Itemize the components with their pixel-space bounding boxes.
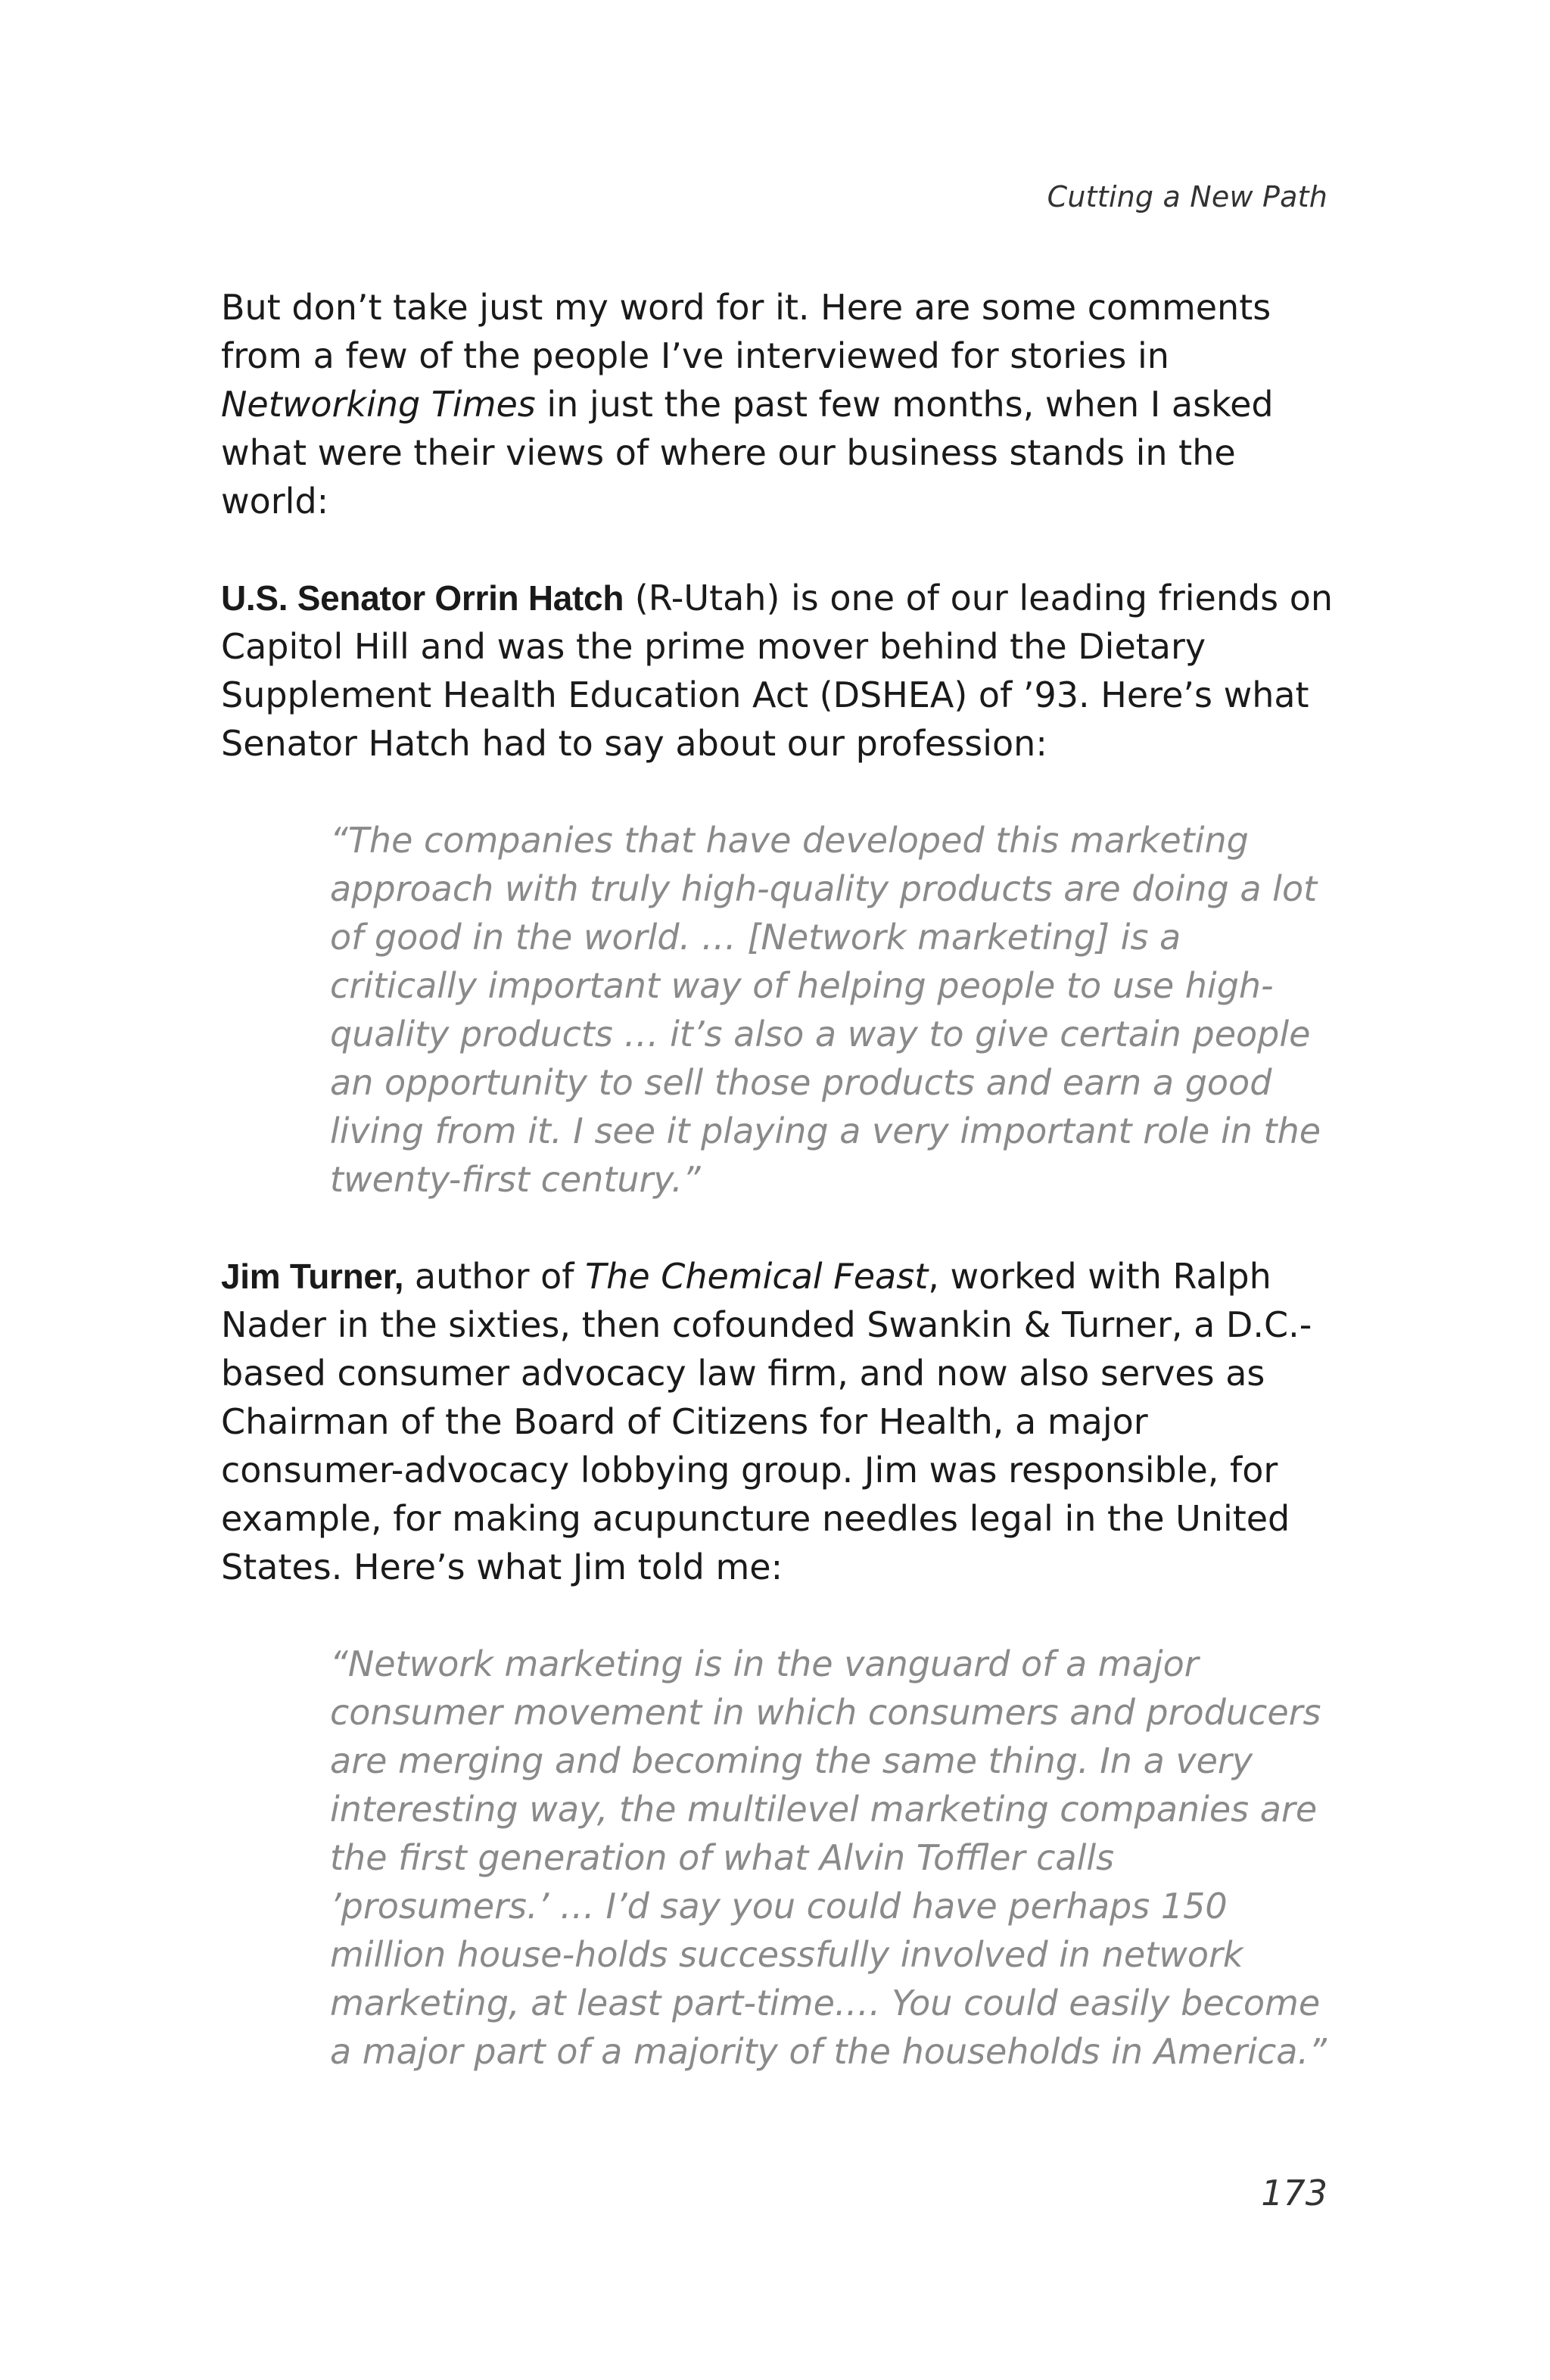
turner-paragraph [221, 1252, 1334, 1591]
turner-name: Jim Turner, [221, 1257, 404, 1296]
body-text [221, 283, 1334, 2124]
hatch-quote: “The companies that have developed this marketing approach with truly high-quality products are doing a lot of good in the world. … [Network marketing] is a critically important way of helping people to use high-quality products … it’s also a way to give certain people an opportunity to sell those products and earn a good living from it. I see it playing a very important role in the twenty-first century.” [330, 820, 1321, 1200]
hatch-text: (R-Utah) is one of our leading friends on Capitol Hill and was the prime mover behind the Dietary Supplement Health Education Act (DSHEA) of ’93. Here’s what Senator Hatch had to say about our profession: [221, 578, 1334, 764]
turner-quote: “Network marketing is in the vanguard of a major consumer movement in which consumers and producers are merging and becoming the same thing. In a very interesting way, the multilevel marketing companies are the first generation of what Alvin Toffler calls ’prosumers.’ … I’d say you could have perhaps 150 million house-holds successfully involved in network marketing, at least part-time.… You could easily become a major part of a majority of the households in America.” [330, 1643, 1327, 2072]
intro-text-2: in just the past few months, when I asked what were their views of where our business stands in the world: [221, 384, 1274, 522]
intro-text-1: But don’t take just my word for it. Here are some comments from a few of the people I’ve interviewed for stories in [221, 287, 1271, 376]
hatch-paragraph [221, 574, 1334, 768]
page-number: 173 [1261, 2173, 1327, 2213]
turner-text-1: author of [403, 1256, 586, 1297]
book-title: The Chemical Feast [585, 1256, 929, 1297]
turner-text-2: , worked with Ralph Nader in the sixties, then cofounded Swankin & Turner, a D.C.-based consumer advocacy law firm, and now also serves as Chairman of the Board of Citizens for Health, a major consumer-advocacy lobbying group. Jim was responsible, for example, for making acupuncture needles legal in the United States. Here’s what Jim told me: [221, 1256, 1312, 1587]
publication-title: Networking Times [221, 384, 536, 425]
hatch-name: U.S. Senator Orrin Hatch [221, 578, 624, 618]
running-head: Cutting a New Path [1047, 180, 1327, 213]
intro-paragraph [221, 283, 1334, 525]
